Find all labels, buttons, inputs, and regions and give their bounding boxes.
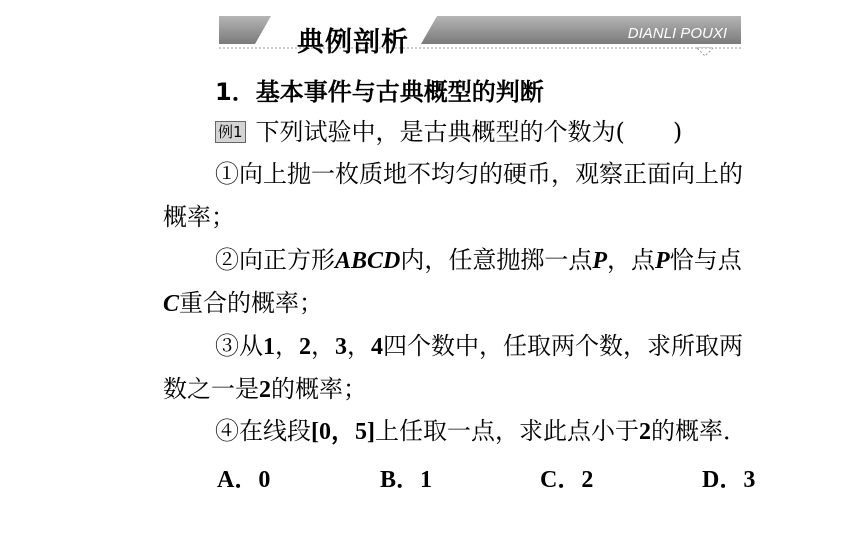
number: 2: [299, 334, 311, 360]
banner-title: 典例剖析: [297, 27, 409, 58]
text: ②向正方形: [215, 246, 335, 274]
option-c[interactable]: C．2: [540, 467, 594, 493]
number: 1: [263, 334, 275, 360]
text: ，点: [607, 246, 656, 274]
var-abcd: ABCD: [335, 248, 401, 274]
text: 四个数中，任取两个数，求所取两: [383, 332, 743, 360]
text: ③从: [215, 332, 263, 360]
item1-line2: 概率；: [163, 203, 235, 231]
text: 重合的概率；: [179, 289, 324, 317]
number: 3: [335, 334, 347, 360]
number: 4: [371, 334, 383, 360]
text: 的概率；: [271, 375, 367, 403]
text: 上任取一点，求此点小于: [374, 417, 639, 445]
text: 恰与点: [669, 246, 742, 274]
number: 2: [638, 419, 651, 445]
section-heading: 1．基本事件与古典概型的判断: [215, 78, 544, 106]
option-d[interactable]: D．3: [702, 467, 756, 493]
text: 的概率．: [650, 417, 747, 445]
text: ④在线段: [215, 417, 311, 445]
var-c: C: [163, 291, 180, 317]
example-question: 下列试验中，是古典概型的个数为( ): [255, 118, 683, 146]
section-banner: [219, 12, 741, 58]
text: 内，任意抛掷一点: [400, 246, 593, 274]
item4-line1: [215, 419, 747, 444]
item2-line1: [215, 248, 742, 273]
option-a[interactable]: A．0: [217, 467, 271, 493]
text: ，: [311, 332, 335, 360]
item2-line2: [163, 291, 323, 316]
example-tag: 例1: [215, 121, 246, 143]
interval: [0，5]: [311, 419, 375, 445]
number: 2: [259, 377, 271, 403]
item3-line2: [163, 377, 367, 402]
text: 数之一是: [163, 375, 259, 403]
item1-line1: ①向上抛一枚质地不均匀的硬币，观察正面向上的: [215, 160, 743, 188]
example-question-line: [215, 120, 682, 144]
option-b[interactable]: B．1: [380, 467, 433, 493]
banner-subtitle: DIANLI POUXI: [627, 25, 727, 42]
text: ，: [275, 332, 299, 360]
item3-line1: [215, 334, 743, 359]
var-p: P: [592, 248, 608, 274]
var-p: P: [655, 248, 670, 274]
text: ，: [347, 332, 371, 360]
